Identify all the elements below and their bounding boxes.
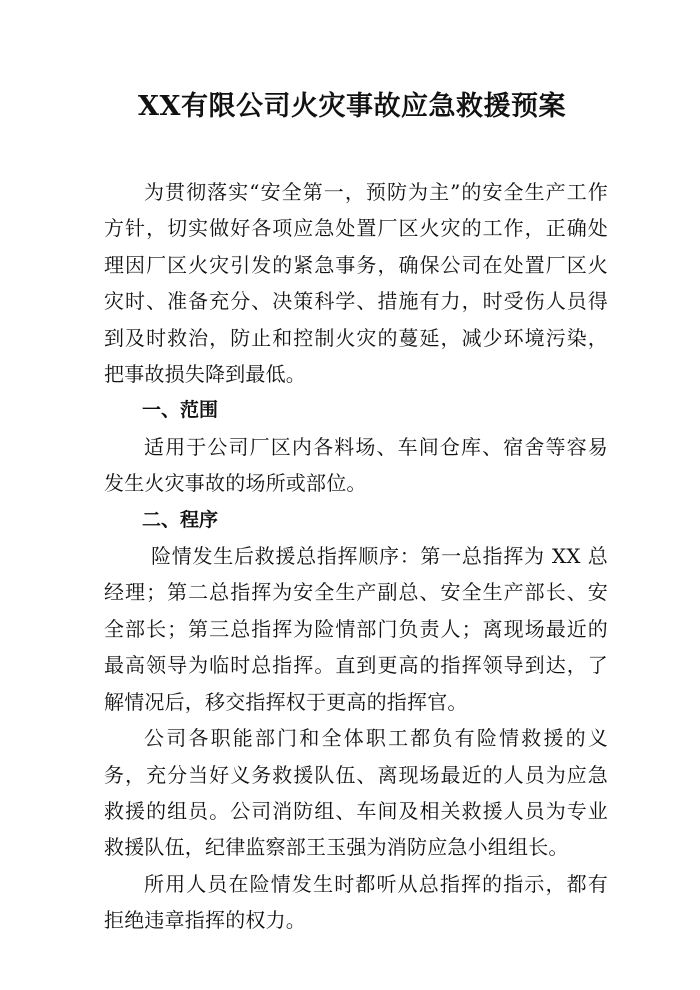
section-heading-scope: 一、范围 [142,399,219,422]
scope-paragraph: 适用于公司厂区内各料场、车间仓库、宿舍等容易发生火灾事故的场所或部位。 [104,434,608,496]
intro-paragraph: 为贯彻落实“安全第一，预防为主”的安全生产工作方针，切实做好各项应急处置厂区火灾的工作，正确处理因厂区火灾引发的紧急事务，确保公司在处置厂区火灾时、准备充分、决策科学、措施有力，时受伤人员得到及时救治，防止和控制火灾的蔓延，减少环境污染，把事故损失降到最低。 [104,180,608,387]
procedure-paragraph-obedience: 所用人员在险情发生时都听从总指挥的指示，都有拒绝违章指挥的权力。 [104,871,608,933]
document-body [104,174,608,939]
procedure-paragraph-command-order: 险情发生后救援总指挥顺序：第一总指挥为 XX 总经理；第二总指挥为安全生产副总、安全生产部长、安全部长；第三总指挥为险情部门负责人；离现场最近的最高领导为临时总指挥。直到更高的指挥领导到达，了解情况后，移交指挥权于更高的指挥官。 [104,544,608,714]
procedure-paragraph-duties: 公司各职能部门和全体职工都负有险情救援的义务，充分当好义务救援队伍、离现场最近的人员为应急救援的组员。公司消防组、车间及相关救援人员为专业救援队伍，纪律监察部王玉强为消防应急小组组长。 [104,726,608,860]
section-heading-procedure: 二、程序 [142,508,219,531]
document-title: XX有限公司火灾事故应急救援预案 [138,91,566,122]
